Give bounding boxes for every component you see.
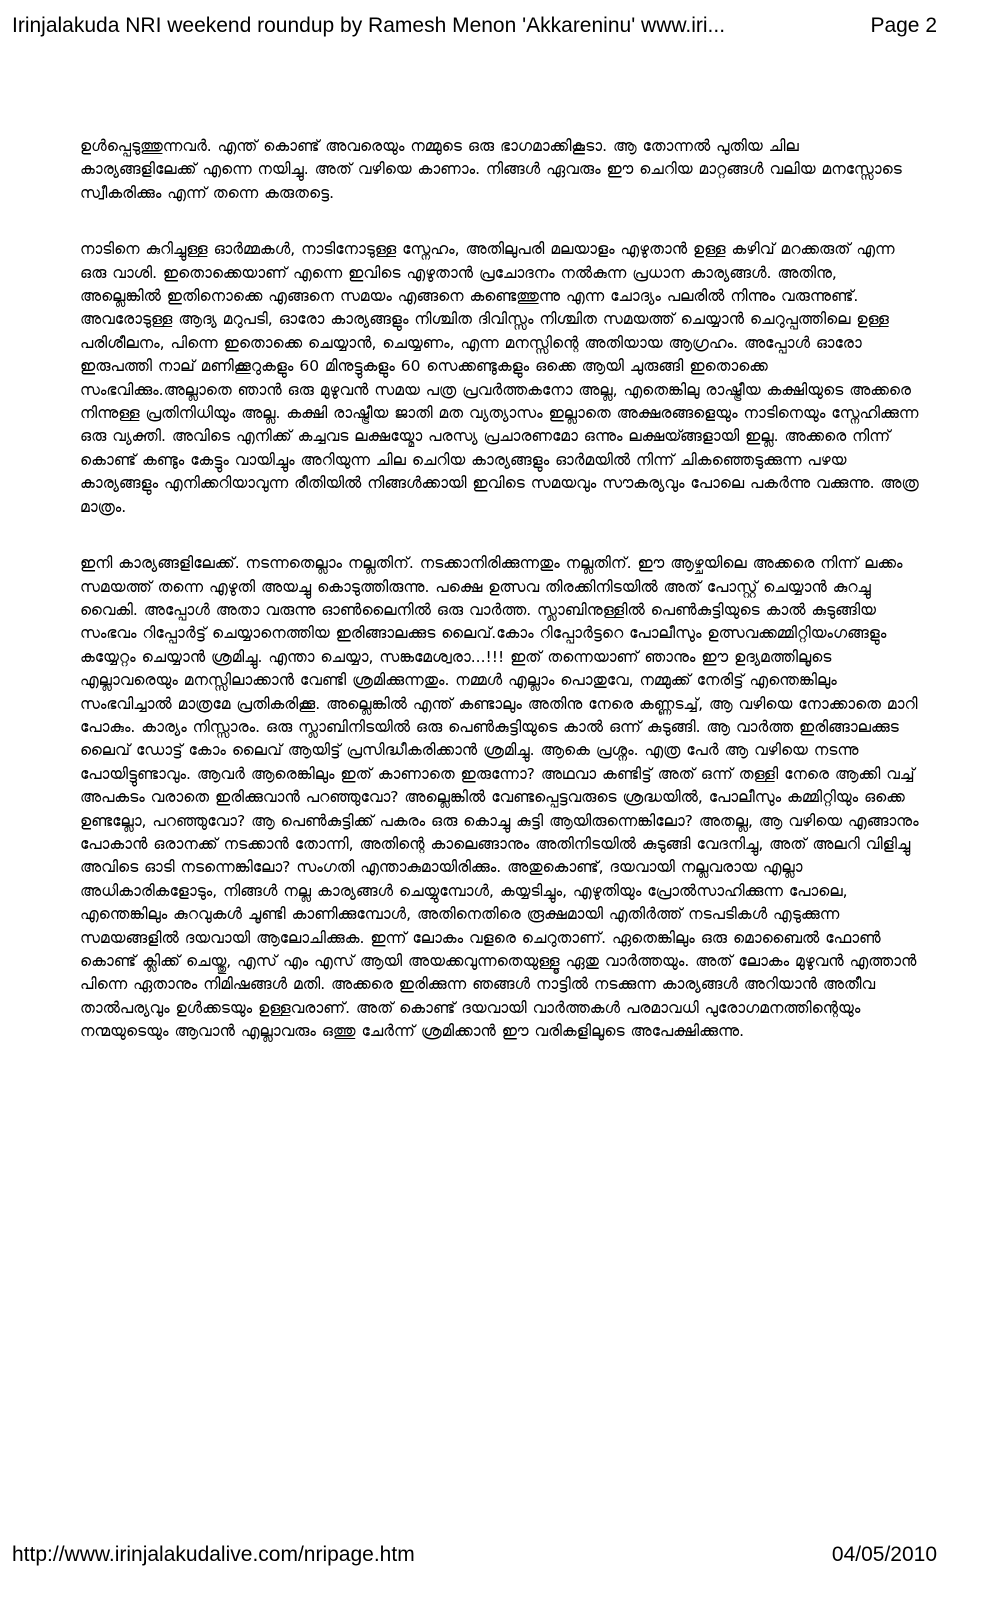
print-date: 04/05/2010 (831, 1543, 937, 1566)
page-url: http://www.irinjalakudalive.com/nripage.htm (12, 1543, 415, 1566)
paragraph-2: നാടിനെ കുറിച്ചുള്ള ഓര്‍മ്മകള്‍, നാടിനോടുള്ള സ്നേഹം, അതിലുപരി മലയാളം എഴുതാന്‍ ഉള്ള കഴിവ് മറക്കരുത് എന്ന ഒരു വാശി. ഇതൊക്കെയാണ് എന്നെ ഇവിടെ എഴുതാന്‍ പ്രചോദനം നല്‍കുന്ന പ്രധാന കാര്യങ്ങള്‍. അതിനു, അല്ലെങ്കില്‍ ഇതിനൊക്കെ എങ്ങനെ സമയം എങ്ങനെ കണ്ടെത്തുന്നു എന്ന ചോദ്യം പലരില്‍ നിന്നും വരുന്നുണ്ട്. അവരോടുള്ള ആദ്യ മറുപടി, ഓരോ കാര്യങ്ങളും നിശ്ചിത ദിവിസ്സം നിശ്ചിത സമയത്ത് ചെയ്യാന്‍ ചെറുപ്പത്തിലെ ഉള്ള പരിശീലനം, പിന്നെ ഇതൊക്കെ ചെയ്യാന്‍, ചെയ്യണം, എന്ന മനസ്സിന്റെ അതിയായ ആഗ്രഹം. അപ്പോള്‍ ഓരോ ഇരുപത്തി നാല് മണിക്കൂറുകളും 60 മിനുട്ടുകളും 60 സെക്കണ്ടുകളും ഒക്കെ ആയി ചുരുങ്ങി ഇതൊക്കെ സംഭവിക്കും.അല്ലാതെ ഞാന്‍ ഒരു മുഴുവന്‍ സമയ പത്ര പ്രവര്‍ത്തകനോ അല്ല, എതെങ്കിലു രാഷ്ട്രീയ കക്ഷിയുടെ അക്കരെ നിന്നുള്ള പ്രതിനിധിയും അല്ല. കക്ഷി രാഷ്ട്രീയ ജാതി മത വ്യത്യാസം ഇല്ലാതെ അക്ഷരങ്ങളെയും നാടിനെയും സ്നേഹിക്കുന്ന ഒരു വ്യക്തി. അവിടെ എനിക്ക് കച്ചവട ലക്ഷയ്മോ പരസ്യ പ്രചാരണമോ ഒന്നും ലക്ഷയ്ങ്ങളായി ഇല്ല. അക്കരെ നിന്ന് കൊണ്ട് കണ്ടും കേട്ടും വായിച്ചും അറിയുന്ന ചില ചെറിയ കാര്യങ്ങളും ഓര്‍മയില്‍ നിന്ന് ചികഞ്ഞെടുക്കുന്ന പഴയ കാര്യങ്ങളും എനിക്കറിയാവുന്ന രീതിയില്‍ നിങ്ങള്‍ക്കായി ഇവിടെ സമയവും സൗകര്യവും പോലെ പകര്‍ന്നു വക്കുന്നു. അത്ര മാത്രം. (80, 240, 919, 516)
print-header (0, 8, 985, 44)
paragraph-1: ഉള്‍പ്പെടുത്തുന്നവര്‍. എന്ത് കൊണ്ട് അവരെയും നമ്മുടെ ഒരു ഭാഗമാക്കികൂടാ. ആ തോന്നല്‍ പുതിയ ചില കാര്യങ്ങളിലേക്ക് എന്നെ നയിച്ചു. അത് വഴിയെ കാണാം. നിങ്ങള്‍ ഏവരും ഈ ചെറിയ മാറ്റങ്ങള്‍ വലിയ മനസ്സോടെ സ്വീകരിക്കും എന്ന് തന്നെ കരുതട്ടെ. (80, 137, 902, 202)
article-body (80, 135, 920, 1044)
page-title: Irinjalakuda NRI weekend roundup by Ramesh Menon 'Akkareninu' www.iri... (12, 14, 726, 37)
page-number: Page 2 (870, 14, 937, 37)
print-footer (0, 1538, 985, 1572)
paragraph-3: ഇനി കാര്യങ്ങളിലേക്ക്. നടന്നതെല്ലാം നല്ലതിന്. നടക്കാനിരിക്കുന്നതും നല്ലതിന്. ഈ ആഴ്ചയിലെ അക്കരെ നിന്ന് ലക്കം സമയത്ത് തന്നെ എഴുതി അയച്ചു കൊടുത്തിരുന്നു. പക്ഷെ ഉത്സവ തിരക്കിനിടയില്‍ അത് പോസ്റ്റ് ചെയ്യാന്‍ കുറച്ചു വൈകി. അപ്പോള്‍ അതാ വരുന്നു ഓണ്‍ലൈനില്‍ ഒരു വാര്‍ത്ത. സ്ലാബിനുള്ളില്‍ പെണ്‍കുട്ടിയുടെ കാല്‍ കുടുങ്ങിയ സംഭവം റിപ്പോര്‍ട്ട് ചെയ്യാനെത്തിയ ഇരിങ്ങാലക്കുട ലൈവ്.കോം റിപ്പോര്‍ട്ടറെ പോലീസും ഉത്സവക്കമ്മിറ്റിയംഗങ്ങളും കയ്യേറ്റം ചെയ്യാന്‍ ശ്രമിച്ചു. എന്താ ചെയ്യാ, സങ്കമേശ്വരാ...!!! ഇത് തന്നെയാണ് ഞാനും ഈ ഉദ്യമത്തിലൂടെ എല്ലാവരെയും മനസ്സിലാക്കാന്‍ വേണ്ടി ശ്രമിക്കുന്നതും. നമ്മള്‍ എല്ലാം പൊതുവേ, നമ്മുക്ക് നേരിട്ട് എന്തെങ്കിലും സംഭവിച്ചാല്‍ മാത്രമേ പ്രതികരിക്കൂ. അല്ലെങ്കില്‍ എന്ത് കണ്ടാലും അതിനു നേരെ കണ്ണടച്ച്, ആ വഴിയെ നോക്കാതെ മാറി പോകും. കാര്യം നിസ്സാരം. ഒരു സ്ലാബിനിടയില്‍ ഒരു പെണ്‍കുട്ടിയുടെ കാല്‍ ഒന്ന് കുടുങ്ങി. ആ വാര്‍ത്ത ഇരിങ്ങാലക്കുട ലൈവ് ഡോട്ട് കോം ലൈവ് ആയിട്ട് പ്രസിദ്ധീകരിക്കാന്‍ ശ്രമിച്ചു. ആകെ പ്രശ്നം. എത്ര പേര്‍ ആ വഴിയെ നടന്നു പോയിട്ടുണ്ടാവും. ആവര്‍ ആരെങ്കിലും ഇത് കാണാതെ ഇരുന്നോ? അഥവാ കണ്ടിട്ട് അത് ഒന്ന് തള്ളി നേരെ ആക്കി വച്ച് അപകടം വരാതെ ഇരിക്കുവാന്‍ പറഞ്ഞുവോ? അല്ലെങ്കില്‍ വേണ്ടപ്പെട്ടവരുടെ ശ്രദ്ധയില്‍, പോലീസും കമ്മിറ്റിയും ഒക്കെ ഉണ്ടല്ലോ, പറഞ്ഞുവോ? ആ പെണ്‍കുട്ടിക്ക് പകരം ഒരു കൊച്ചു കുട്ടി ആയിരുന്നെങ്കിലോ? അതല്ല, ആ വഴിയെ എങ്ങാനും പോകാന്‍ ഒരാനക്ക് നടക്കാന്‍ തോന്നി, അതിന്റെ കാലെങ്ങാനും അതിനിടയില്‍ കുടുങ്ങി വേദനിച്ചു, അത് അലറി വിളിച്ചു അവിടെ ഓടി നടന്നെങ്കിലോ? സംഗതി എന്താകുമായിരിക്കും. അതുകൊണ്ട്, ദയവായി നല്ലവരായ എല്ലാ അധികാരികളോടും, നിങ്ങള്‍ നല്ല കാര്യങ്ങള്‍ ചെയ്യുമ്പോള്‍, കയ്യടിച്ചും, എഴുതിയും പ്രോല്‍സാഹിക്കുന്ന പോലെ, എന്തെങ്കിലും കുറവുകള്‍ ചൂണ്ടി കാണിക്കുമ്പോള്‍, അതിനെതിരെ രൂക്ഷമായി എതിര്‍ത്ത് നടപടികള്‍ എടുക്കുന്ന സമയങ്ങളില്‍ ദയവായി ആലോചിക്കുക. ഇന്ന് ലോകം വളരെ ചെറുതാണ്. ഏതെങ്കിലും ഒരു മൊബൈല്‍ ഫോണ്‍ കൊണ്ട് ക്ലിക്ക് ചെയ്തു, എസ് എം എസ് ആയി അയക്കവുന്നതെയുള്ളൂ ഏതു വാര്‍ത്തയും. അത് ലോകം മുഴുവന്‍ എത്താന്‍ പിന്നെ ഏതാനും നിമിഷങ്ങള്‍ മതി. അക്കരെ ഇരിക്കുന്ന ഞങ്ങള്‍ നാട്ടില്‍ നടക്കുന്ന കാര്യങ്ങള്‍ അറിയാന്‍ അതീവ താല്‍പര്യവും ഉള്‍ക്കടയും ഉള്ളവരാണ്. അത് കൊണ്ട് ദയവായി വാര്‍ത്തകള്‍ പരമാവധി പുരോഗമനത്തിന്റെയും നന്മയുടെയും ആവാന്‍ എല്ലാവരും ഒത്തു ചേര്‍ന്ന് ശ്രമിക്കാന്‍ ഈ വരികളിലൂടെ അപേക്ഷിക്കുന്നു. (80, 554, 919, 1041)
